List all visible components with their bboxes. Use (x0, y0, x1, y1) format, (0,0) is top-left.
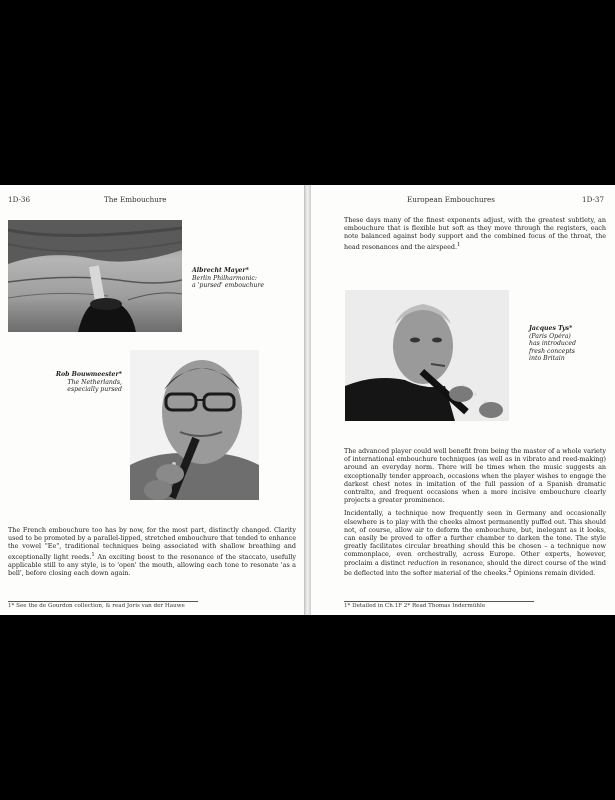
text-run: An exciting boost to the resonance of the staccato, usefully applicable still to any style, is to 'open' the mouth, allowing each tone to resonate 'as a bell', before closing each down again. (8, 552, 296, 578)
emphasis: reduction (407, 558, 439, 567)
left-page (0, 185, 304, 615)
footnote: 1* See the de Gourdon collection, & read Joris van der Hauwe (8, 603, 185, 609)
caption-line: Berlin Philharmonic: (192, 274, 257, 282)
photo-rob-bouwmeester (130, 350, 259, 500)
caption-line: into Britain (529, 355, 565, 363)
footnote-ref: 1 (91, 551, 95, 558)
footnote-ref: 1 (457, 241, 461, 248)
body-paragraph: The advanced player could well benefit from being the master of a whole variety of international embouchure techniques (as well as in vibrato and reed-making) around an everyday norm. There will be times when the music suggests an exceptionally tender approach, occasions when the player wishes to engage the darkest chest notes in imitation of the full passion of a Spanish dramatic contralto, and frequent occasions when a more incisive embouchure clearly projects a greater prominence. (344, 447, 606, 505)
caption-line: has introduced (529, 340, 576, 348)
body-text (8, 526, 296, 582)
caption-line: (Paris Opéra) (529, 332, 571, 340)
caption-rob-bouwmeester (20, 371, 122, 394)
running-title: European Embouchures (407, 195, 495, 204)
body-paragraph (8, 526, 296, 577)
text-run: in resonance, should the direct course of the wind be deflected into the softer material of the cheeks. (344, 558, 606, 577)
caption-line: fresh concepts (529, 347, 575, 355)
footnote-ref: 2 (508, 567, 512, 574)
body-paragraph (344, 509, 606, 577)
caption-line: The Netherlands, (67, 378, 122, 386)
running-title: The Embouchure (104, 195, 167, 204)
text-run: These days many of the finest exponents adjust, with the greatest subtlety, an embouchure that is flexible but soft as they move through the registers, each note balanced against body support and the combined focus of the throat, the head resonances and the airspeed. (344, 216, 606, 251)
photo-jacques-tys (345, 290, 509, 421)
caption-line: especially pursed (67, 386, 122, 394)
caption-name: Jacques Tys* (529, 325, 573, 332)
caption-line: a 'pursed' embouchure (192, 282, 264, 290)
right-page (311, 185, 615, 615)
page-gutter (304, 185, 311, 615)
page-number: 1D-37 (582, 195, 605, 204)
page-number: 1D-36 (8, 195, 31, 204)
text-run: Incidentally, a technique now frequently seen in Germany and occasionally elsewhere is to play with the cheeks almost permanently puffed out. This should not, of course, allow air to deform the embouchure, but, inelegant as it looks, can easily be proved to offer a further chamber to darken the tone. The style greatly facilitates circular breathing should this be chosen – a technique now commonplace, even orchestrally, across Europe. Other experts, however, proclaim a distinct (344, 509, 606, 567)
footnote-rule (344, 601, 534, 602)
photo-albrecht-mayer (8, 220, 182, 332)
footnote: 1* Detailed in Ch.1F 2* Read Thomas Indermühle (344, 603, 486, 609)
caption-jacques-tys (529, 325, 613, 363)
footnote-rule (8, 601, 198, 602)
caption-name: Albrecht Mayer* (192, 267, 249, 274)
intro-text (344, 216, 606, 256)
body-text (344, 447, 606, 582)
caption-name: Rob Bouwmeester* (55, 371, 122, 378)
text-run: Opinions remain divided. (511, 568, 596, 577)
body-paragraph (344, 216, 606, 251)
caption-albrecht-mayer (192, 267, 300, 290)
text-run: The French embouchure too has by now, for the most part, distinctly changed. Clarity used to be promoted by a parallel-lipped, stretched embouchure that tended to enhance the vowel "Ee", traditional techniques being associated with shallow breathing and exceptionally light reeds. (8, 526, 296, 561)
